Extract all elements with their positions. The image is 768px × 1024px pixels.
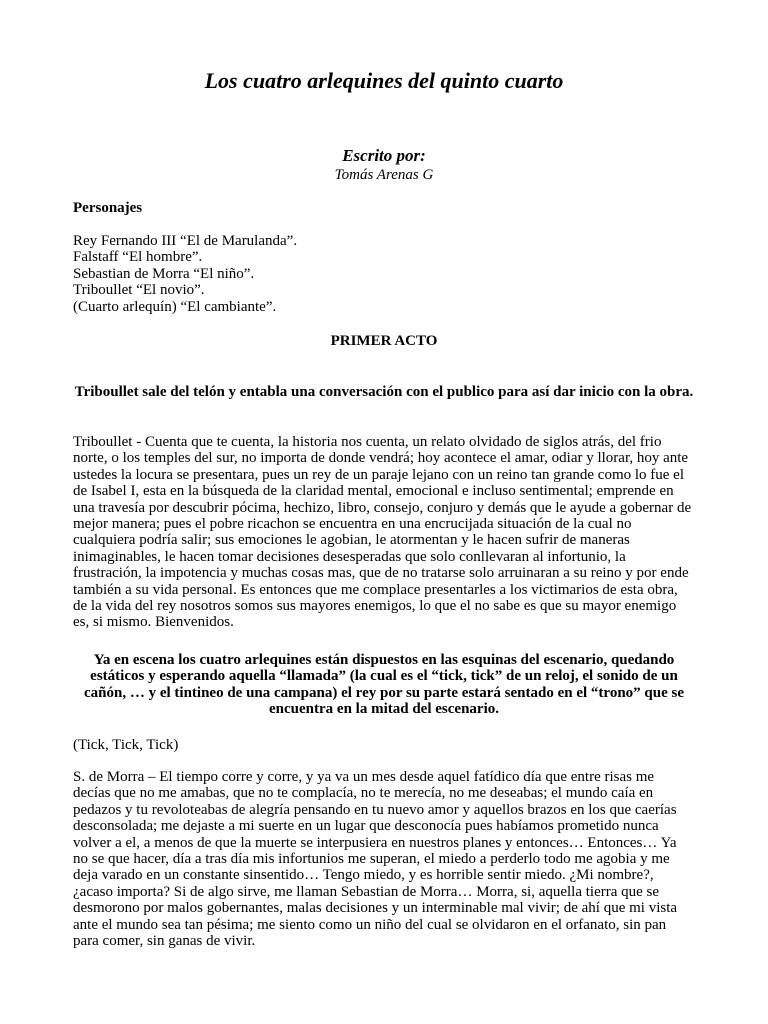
cast-item: Triboullet “El novio”. (73, 282, 205, 299)
byline-label: Escrito por: (342, 146, 426, 165)
stage-direction: Triboullet sale del telón y entabla una conversación con el publico para así dar inicio con la obra. (74, 384, 694, 400)
sound-cue: (Tick, Tick, Tick) (73, 737, 179, 753)
document-title: Los cuatro arlequines del quinto cuarto (204, 68, 564, 93)
cast-item: Sebastian de Morra “El niño”. (73, 265, 255, 282)
cast-item: (Cuarto arlequín) “El cambiante”. (73, 298, 277, 315)
dialogue-paragraph: S. de Morra – El tiempo corre y corre, y ya va un mes desde aquel fatídico día que entre risas me decías que no me amabas, que no te complacía, no te merecía, no me deseabas; el mundo caía en pedazos y tu revoloteabas de alegría pensando en tu nuevo amor y aquellos brazos en los que caerías desconsolada; me dejaste a mi suerte en un lugar que desconocía pues habíamos prometido nunca volver a el, a menos de que la muerte se interpusiera en nuestros planes y entonces… Entonces… Ya no se que hacer, día a tras día mis infortunios me superan, el miedo a perderlo todo me agobia y me deja varado en un constante sinsentido… Tengo miedo, y es horrible sentir miedo. ¿Mi nombre?, ¿acaso importa? Si de algo sirve, me llaman Sebastian de Morra… Morra, si, aquella tierra que se desmorono por malos gobernantes, malas decisiones y un interminable mal vivir; de ahí que mi vista ante el mundo sea tan pésima; me siento como un niño del cual se olvidaron en el orfanato, sin pan para comer, sin ganas de vivir. (73, 769, 678, 950)
cast-heading: Personajes (73, 200, 143, 216)
dialogue-paragraph: Triboullet - Cuenta que te cuenta, la historia nos cuenta, un relato olvidado de siglos atrás, del frio norte, o los temples del sur, no importa de donde vendrá; hoy acontece el amar, odiar y llorar, hoy ante ustedes la locura se presentara, pues un rey de un paraje lejano con un reino tan grande como lo fue el de Isabel I, esta en la búsqueda de la claridad mental, emocional e incluso sentimental; emprende en una travesía por descubrir pócima, hechizo, libro, consejo, conjuro y demás que le ayude a gobernar de mejor manera; pues el pobre ricachon se encuentra en una encrucijada situación de la cual no cualquiera podría salir; sus emociones le agobian, le atormentan y le hacen sufrir de maneras inimaginables, le hacen tomar decisiones desesperadas que solo conllevaran al infortunio, la frustración, la impotencia y muchas cosas mas, que de no tratarse solo arruinaran a su reino y por ende también a su vida personal. Es entonces que me complace presentarles a los victimarios de esta obra, de la vida del rey nosotros somos sus mayores enemigos, lo que el no sabe es que su mayor enemigo es, si mismo. Bienvenidos. (73, 434, 692, 631)
byline (73, 146, 695, 184)
cast-item: Rey Fernando III “El de Marulanda”. (73, 233, 298, 249)
author-name: Tomás Arenas G (334, 167, 434, 183)
stage-direction: Ya en escena los cuatro arlequines están dispuestos en las esquinas del escenario, quedando estáticos y esperando aquella “llamada” (la cual es el “tick, tick” de un reloj, el sonido de un cañón, … y el tintineo de una campana) el rey por su parte estará sentado en el “trono” que se encuentra en la mitad del escenario. (84, 652, 684, 718)
act-heading: PRIMER ACTO (330, 333, 438, 349)
cast-list (73, 233, 695, 315)
cast-item: Falstaff “El hombre”. (73, 249, 203, 266)
